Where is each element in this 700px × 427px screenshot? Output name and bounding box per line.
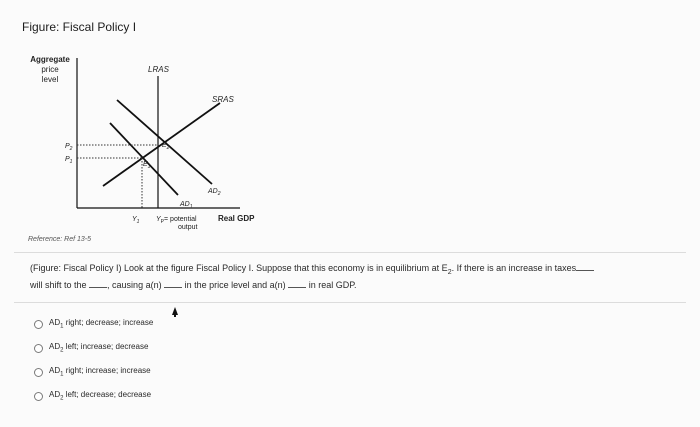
blank-1 (576, 263, 594, 271)
yaxis-label-1: Aggregate (30, 55, 70, 64)
option-3-text: $AD_1$ right; increase; increase (49, 366, 151, 378)
ad1-label: $AD_1$ (180, 201, 193, 210)
radio-button-icon[interactable] (34, 320, 43, 329)
radio-button-icon[interactable] (34, 344, 43, 353)
answer-option-3[interactable] (34, 360, 153, 384)
option-1-text: $AD_1$ right; decrease; increase (49, 318, 154, 330)
ad2-label: $AD_2$ (208, 188, 221, 197)
e2-label: $E_2$ (162, 142, 170, 151)
yp-label: $Y_P=$ potential (156, 216, 197, 225)
yaxis-label-3: level (41, 75, 59, 84)
reference-text: Reference: Ref 13-5 (28, 236, 92, 243)
question-part-6: in real GDP. (308, 279, 357, 290)
mid-divider (14, 302, 686, 303)
radio-button-icon[interactable] (34, 392, 43, 401)
question-part-4: , causing a(n) (107, 279, 162, 290)
mouse-pointer-icon (172, 307, 178, 315)
top-divider (14, 252, 686, 253)
y1-label: $Y_1$ (132, 216, 140, 225)
figure-title: Figure: Fiscal Policy I (22, 20, 137, 34)
yp-output-label: output (178, 224, 198, 231)
p1-label: $P_1$ (65, 156, 73, 165)
answer-option-4[interactable] (34, 384, 153, 408)
fiscal-policy-graph (20, 48, 280, 238)
ad1-curve (110, 123, 178, 195)
lras-label: LRAS (148, 65, 169, 74)
answer-option-1[interactable] (34, 312, 153, 336)
question-part-3: will shift to the (30, 279, 87, 290)
blank-4 (288, 280, 306, 288)
yaxis-label-2: price (41, 65, 59, 74)
p2-label: $P_2$ (65, 143, 73, 152)
option-2-text: $AD_2$ left; increase; decrease (49, 342, 149, 354)
answer-option-2[interactable] (34, 336, 153, 360)
question-part-5: in the price level and a(n) (184, 279, 286, 290)
e1-label: $E_1$ (143, 161, 151, 170)
question-part-2: . If there is an increase in taxes (451, 263, 577, 273)
question-e2-sub: 2 (447, 268, 452, 276)
option-4-text: $AD_2$ left; decrease; decrease (49, 390, 152, 402)
sras-label: SRAS (212, 95, 234, 104)
answer-options (34, 312, 153, 408)
question-text (30, 262, 680, 292)
question-part-1: (Figure: Fiscal Policy I) Look at the figure Fiscal Policy I. Suppose that this economy is in equilibrium at E (30, 263, 448, 273)
blank-3 (164, 280, 182, 288)
radio-button-icon[interactable] (34, 368, 43, 377)
xaxis-label: Real GDP (218, 214, 255, 223)
blank-2 (89, 280, 107, 288)
